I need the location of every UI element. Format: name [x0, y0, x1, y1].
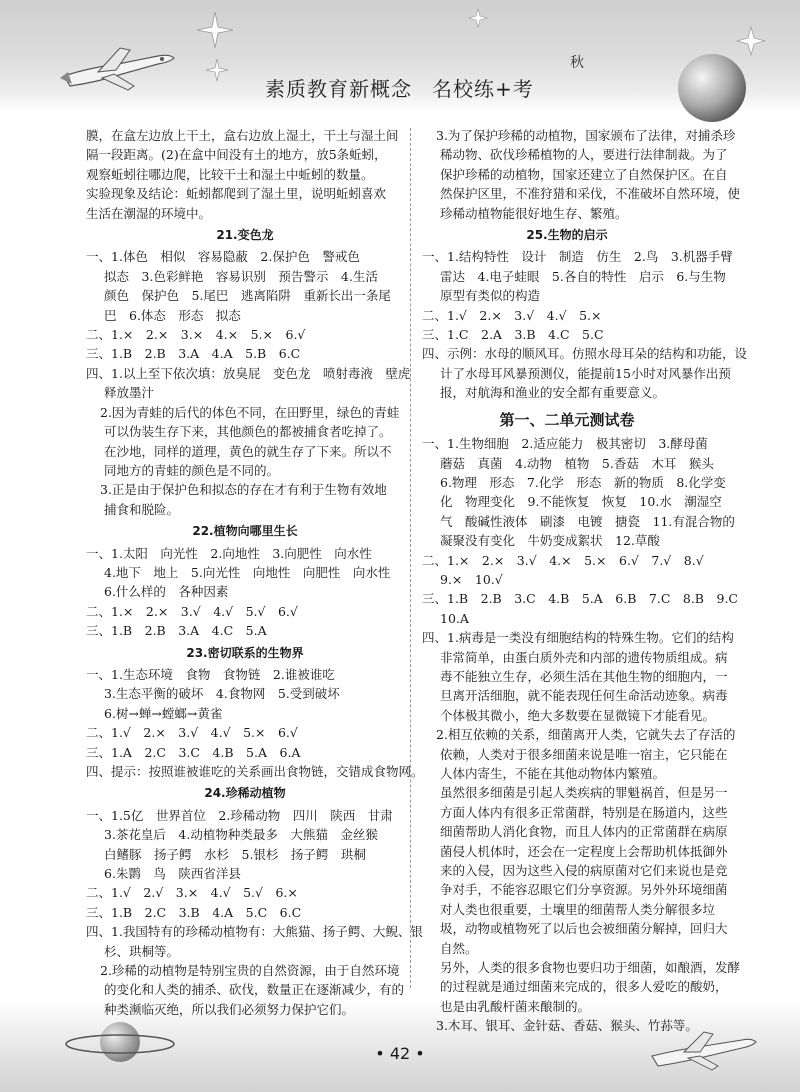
text-line: 6.树→蝉→螳螂→黄雀: [104, 705, 223, 721]
star-icon: [195, 10, 235, 50]
ringed-planet-icon: [60, 1012, 180, 1072]
text-line: 保护珍稀的动植物，国家还建立了自然保护区。在自: [440, 166, 728, 182]
text-line: 6.朱鹮 鸟 陕西省洋县: [104, 866, 241, 882]
text-line: 种类濒临灭绝，所以我们必须努力保护它们。: [104, 1001, 355, 1017]
text-line: 个体极其微小，绝大多数要在显微镜下才能看见。: [440, 707, 716, 723]
text-line: 稀动物、砍伐珍稀植物的人，要进行法律制裁。为了: [440, 147, 728, 163]
text-line: 捕食和脱险。: [104, 501, 180, 517]
text-line: 四、提示：按照谁被谁吃的关系画出食物链，交错成食物网。: [86, 764, 424, 779]
text-line: 三、1.C 2.A 3.B 4.C 5.C: [422, 327, 604, 343]
text-line: 四、1.我国特有的珍稀动植物有：大熊猫、扬子鳄、大鲵、银: [86, 924, 423, 940]
star-icon: [468, 8, 488, 28]
section-title: 25.生物的启示: [526, 228, 608, 243]
text-line: 虽然很多细菌是引起人类疾病的罪魁祸首，但是另一: [440, 785, 728, 801]
text-line: 三、1.A 2.C 3.C 4.B 5.A 6.A: [86, 744, 301, 760]
left-column: [86, 126, 424, 1019]
text-line: 3.生态平衡的破坏 4.食物网 5.受到破坏: [104, 686, 340, 702]
text-line: 一、1.体色 相似 容易隐蔽 2.保护色 警戒色: [86, 249, 360, 265]
text-line: 圾，动物或植物死了以后也会被细菌分解掉，回归大: [440, 921, 728, 937]
text-line: 3.正是由于保护色和拟态的存在才有利于生物有效地: [100, 482, 387, 498]
text-line: 方面人体内有很多正常菌群，特别是在肠道内，这些: [440, 804, 728, 820]
text-line: 毒不能独立生存，必须生活在其他生物的细胞内，一: [440, 668, 728, 684]
text-line: 二、1.√ 2.√ 3.× 4.√ 5.√ 6.×: [86, 885, 298, 901]
text-line: 观察蚯蚓往哪边爬，比较干土和湿土中蚯蚓的数量。: [86, 166, 374, 182]
text-line: 6.物理 形态 7.化学 形态 新的物质 8.化学变: [440, 474, 726, 490]
text-line: 争对手，不能容忍眼它们分享资源。另外外环境细菌: [440, 882, 728, 898]
text-line: 凝聚没有变化 牛奶变成絮状 12.草酸: [440, 533, 660, 549]
text-line: 二、1.√ 2.× 3.√ 4.√ 5.×: [422, 307, 602, 323]
text-line: 9.× 10.√: [440, 571, 503, 587]
text-line: 膜，在盒左边放上干土，盒右边放上湿土，干土与湿土间: [86, 128, 399, 143]
right-column: [422, 126, 748, 1036]
text-line: 依赖，人类对于很多细菌来说是唯一宿主，它只能在: [440, 746, 728, 762]
text-line: 对人类也很重要，土壤里的细菌帮人类分解很多垃: [440, 901, 716, 917]
text-line: 一、1.生态环境 食物 食物链 2.谁被谁吃: [86, 666, 335, 682]
text-line: 释放墨汁: [104, 385, 155, 401]
brand-left: 素质教育新概念: [265, 77, 412, 101]
text-line: 拟态 3.色彩鲜艳 容易识别 预告警示 4.生活: [104, 268, 378, 284]
section-title: 第一、二单元测试卷: [499, 410, 635, 429]
text-line: 菌侵人机体时，还会在一定程度上会帮助机体抵御外: [440, 843, 728, 859]
text-line: 4.地下 地上 5.向光性 向地性 向肥性 向水性: [104, 564, 391, 580]
text-line: 同地方的青蛙的颜色是不同的。: [104, 462, 280, 478]
text-line: 三、1.B 2.B 3.A 4.A 5.B 6.C: [86, 346, 301, 362]
text-line: 杉、珙桐等。: [104, 943, 180, 959]
text-line: 在沙地，同样的道理，黄色的就生存了下来。所以不: [104, 443, 392, 459]
text-line: 然保护区里，不准狩猎和采伐，不准破坏自然环境，使: [440, 186, 741, 202]
page-number: • 42 •: [375, 1044, 425, 1063]
text-line: 二、1.× 2.× 3.× 4.× 5.× 6.√: [86, 327, 306, 343]
book-brand: [265, 73, 554, 102]
text-line: 实验现象及结论：蚯蚓都爬到了湿土里，说明蚯蚓喜欢: [86, 186, 387, 202]
text-line: 6.什么样的 各种因素: [104, 584, 229, 600]
space-shuttle-icon: [58, 28, 178, 98]
brand-right: 名校练+考: [432, 77, 534, 101]
text-line: 四、1.以上至下依次填：放臭屁 变色龙 喷射毒液 壁虎: [86, 365, 411, 381]
text-line: 颜色 保护色 5.尾巴 逃离陷阱 重新长出一条尾: [104, 288, 391, 304]
text-line: 三、1.B 2.B 3.C 4.B 5.A 6.B 7.C 8.B 9.C: [422, 591, 738, 607]
planet-icon: [672, 48, 752, 128]
text-line: 3.木耳、银耳、金针菇、香菇、猴头、竹荪等。: [436, 1018, 698, 1034]
text-line: 一、1.生物细胞 2.适应能力 极其密切 3.酵母菌: [422, 436, 708, 452]
text-line: 10.A: [440, 610, 469, 626]
text-line: 另外，人类的很多食物也要归功于细菌，如酿酒，发酵: [440, 960, 741, 976]
text-line: 报，对航海和渔业的安全都有重要意义。: [440, 385, 666, 401]
text-line: 白鳍豚 扬子鳄 水杉 5.银杉 扬子鳄 珙桐: [104, 846, 366, 862]
text-line: 的过程就是通过细菌来完成的，很多人爱吃的酸奶，: [440, 979, 728, 995]
text-line: 蘑菇 真菌 4.动物 植物 5.香菇 木耳 猴头: [440, 455, 714, 471]
text-line: 二、1.× 2.× 3.√ 4.√ 5.√ 6.√: [86, 603, 298, 619]
text-line: 自然。: [440, 940, 478, 956]
text-line: 原型有类似的构造: [440, 288, 541, 304]
text-line: 2.相互依赖的关系，细菌离开人类，它就失去了存活的: [436, 727, 736, 743]
text-line: 一、1.太阳 向光性 2.向地性 3.向肥性 向水性: [86, 545, 372, 561]
text-line: 化 物理变化 9.不能恢复 恢复 10.水 潮湿空: [440, 494, 722, 510]
text-line: 计了水母耳风暴预测仪，能提前15小时对风暴作出预: [440, 365, 731, 381]
text-line: 细菌帮助人消化食物，而且人体内的正常菌群在病原: [440, 824, 728, 840]
text-line: 雷达 4.电子蛙眼 5.各自的特性 启示 6.与生物: [440, 268, 726, 284]
star-icon: [205, 58, 229, 82]
section-title: 23.密切联系的生物界: [186, 645, 304, 660]
text-line: 巴 6.体态 形态 拟态: [104, 307, 241, 323]
text-line: 二、1.√ 2.× 3.√ 4.√ 5.× 6.√: [86, 725, 298, 741]
text-line: 2.因为青蛙的后代的体色不同，在田野里，绿色的青蛙: [100, 404, 400, 420]
text-line: 一、1.结构特性 设计 制造 仿生 2.鸟 3.机器手臂: [422, 249, 733, 265]
text-line: 人体内寄生，不能在其他动物体内繁殖。: [440, 766, 666, 781]
text-line: 旦离开活细胞，就不能表现任何生命活动迹象。病毒: [440, 688, 728, 704]
text-line: 的变化和人类的捕杀、砍伐，数量正在逐渐减少，有的: [104, 982, 405, 998]
section-title: 22.植物向哪里生长: [192, 524, 298, 539]
text-line: 三、1.B 2.B 3.A 4.C 5.A: [86, 623, 267, 639]
text-line: 2.珍稀的动植物是特别宝贵的自然资源，由于自然环境: [100, 963, 400, 979]
text-line: 三、1.B 2.C 3.B 4.A 5.C 6.C: [86, 904, 302, 920]
column-divider: [410, 128, 411, 988]
season-label: 秋: [570, 55, 584, 71]
text-line: 珍稀动植物能很好地生存、繁殖。: [440, 205, 628, 221]
text-line: 二、1.× 2.× 3.√ 4.× 5.× 6.√ 7.√ 8.√: [422, 552, 704, 568]
text-line: 3.茶花皇后 4.动植物种类最多 大熊猫 金丝猴: [104, 827, 378, 843]
text-line: 一、1.5亿 世界首位 2.珍稀动物 四川 陕西 甘肃: [86, 807, 393, 823]
text-line: 隔一段距离。(2)在盒中间没有土的地方，放5条蚯蚓，: [86, 147, 387, 163]
text-line: 气 酸碱性液体 刷漆 电镀 搪瓷 11.有混合物的: [440, 513, 735, 529]
text-line: 四、示例：水母的顺风耳。仿照水母耳朵的结构和功能，设: [422, 346, 748, 362]
section-title: 24.珍稀动植物: [204, 786, 286, 801]
text-line: 非常简单，由蛋白质外壳和内部的遗传物质组成。病: [440, 649, 728, 665]
text-line: 3.为了保护珍稀的动植物，国家颁布了法律，对捕杀珍: [436, 128, 736, 143]
text-line: 可以伪装生存下来，其他颜色的都被捕食者吃掉了。: [104, 424, 392, 440]
text-line: 来的入侵，因为这些入侵的病原菌对它们来说也是竞: [440, 863, 728, 879]
section-title: 21.变色龙: [216, 228, 274, 243]
text-line: 生活在潮湿的环境中。: [86, 205, 212, 221]
text-line: 四、1.病毒是一类没有细胞结构的特殊生物。它们的结构: [422, 630, 734, 646]
text-line: 也是由乳酸杆菌来酿制的。: [440, 998, 591, 1014]
